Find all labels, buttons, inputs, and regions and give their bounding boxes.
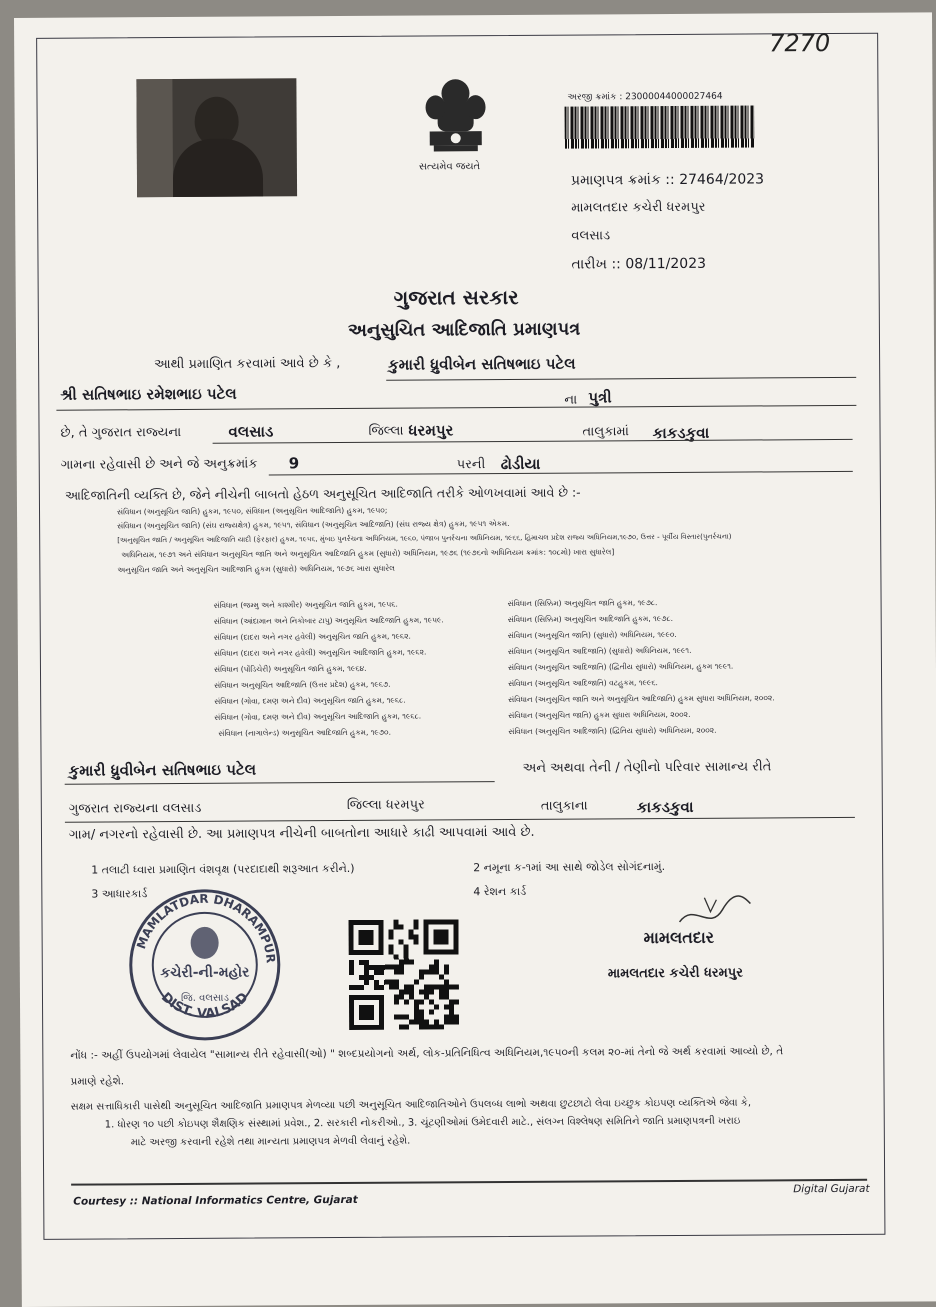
office-seal-stamp <box>124 884 285 1045</box>
orders-right-8: સંવિધાન (અનુસૂચિત જાતિ) હુકમ સુધારા અધિનિયમ, ૨૦૦૨. <box>508 709 691 720</box>
person-name: કુમારી ધ્રુવીબેન સતિષભાઇ પટેલ <box>388 354 576 374</box>
district-top: વલસાડ <box>571 228 611 244</box>
note-line-2: પ્રમાણે રહેશે. <box>70 1075 125 1088</box>
certificate-title: અનુસુચિત આદિજાતિ પ્રમાણપત્ર <box>347 318 581 341</box>
note-line-5: માટે અરજી કરવાની રહેશે તથા માન્યતા પ્રમાણપત્ર મેળવી લેવાનું રહેશે. <box>130 1135 411 1149</box>
basis-item-2: 2 નમૂના ક-૧માં આ સાથે જોડેલ સોગંદનામું. <box>473 860 666 875</box>
basis-item-1: 1 તલાટી ધ્વારા પ્રમાણિત વંશવૃક્ષ (પરદાદાથી શરૂઆત કરીને.) <box>91 861 355 877</box>
intro-text: આથી પ્રમાણિત કરવામાં આવે છે કે , <box>154 356 341 373</box>
signatory-title: મામલતદાર <box>643 927 715 948</box>
village-value-2: કાકડકુવા <box>636 797 694 817</box>
state-prefix: છે, તે ગુજરાત રાજ્યના <box>60 424 182 441</box>
basis-item-4: 4 રેશન કાર્ડ <box>473 884 527 899</box>
barcode <box>565 105 755 148</box>
residence-prefix: ગામના રહેવાસી છે અને જે અનુક્રમાંક <box>60 456 258 473</box>
orders-left-4: સંવિધાન (દાદરા અને નગર હવેલી) અનુસૂચિત આદિજાતિ હુકમ, ૧૯૬૨. <box>213 647 427 658</box>
orders-right-2: સંવિધાન (સિક્કિમ) અનુસૂચિત આદિજાતિ હુકમ, ૧૯૭૮. <box>507 613 673 624</box>
footer-courtesy: Courtesy :: National Informatics Centre, Gujarat <box>73 1193 358 1208</box>
certificate-paper <box>14 12 936 1307</box>
taluka-value: ધરમપુર <box>408 421 454 440</box>
application-number: અરજી ક્રમાંક : 23000044000027464 <box>567 91 723 103</box>
applicant-photo <box>136 78 297 197</box>
orders-left-7: સંવિધાન (ગોવા, દમણ અને દીવ) અનુસૂચિત જાતિ હુકમ, ૧૯૬૮. <box>214 695 406 706</box>
orders-left-3: સંવિધાન (દાદરા અને નગર હવેલી) અનુસૂચિત જાતિ હુકમ, ૧૯૬૨. <box>213 631 411 642</box>
state-district-2: ગુજરાત રાજ્યના વલસાડ <box>68 800 202 817</box>
village-value: કાકડકુવા <box>652 423 710 443</box>
orders-right-3: સંવિધાન (અનુસૂચિત જાતિ) (સુધારો) અધિનિયમ, ૧૯૯૦. <box>507 629 677 640</box>
taluka-label: તાલુકામાં <box>582 424 629 440</box>
family-statement: અને અથવા તેની / તેણીનો પરિવાર સામાન્ય રીતે <box>522 759 772 776</box>
note-line-1: નોંધ :- અહીં ઉપયોગમાં લેવાયેલ "સામાન્ય રીતે રહેવાસી(ઓ) " શબ્દપ્રયોગનો અર્થ, લોક-પ્રતિનિધિત્વ અધિનિયમ,૧૯૫૦ની કલમ ૨૦-માં તેનો જે અર્થ કરવામાં આવ્યો છે, તે <box>70 1045 784 1062</box>
serial-suffix: પરની <box>456 457 486 473</box>
person-name-2: કુમારી ધ્રુવીબેન સતિષભાઇ પટેલ <box>68 760 257 780</box>
note-line-3: સક્ષમ સત્તાધિકારી પાસેથી અનુસૂચિત આદિજાતિ પ્રમાણપત્ર મેળવ્યા પછી અનુસૂચિત આદિજાતિઓને ઉપલબ્ધ લાભો અથવા છુટછાટો લેવા ઇચ્છુક કોઇપણ વ્યક્તિએ જેવા કે, <box>70 1097 752 1113</box>
issuing-office: મામલતદાર કચેરી ધરમપુર <box>571 199 706 216</box>
orders-right-4: સંવિધાન (અનુસૂચિત આદિજાતિ) (સુધારો) અધિનિયમ, ૧૯૯૧. <box>507 645 692 656</box>
orders-main-4: અધિનિયમ, ૧૯૭૧ અને સંવિધાન અનુસૂચિત જાતિ અને અનુસૂચિત આદિજાતિ હુકમ (સુધારો) અધિનિયમ, ૧૯૭૬ (૧૯૭૬નો અધિનિયમ ક્રમાંક: ૧૦૮મો) ખારા સુધારેલ] <box>121 547 615 560</box>
orders-right-5: સંવિધાન (અનુસૂચિત આદિજાતિ) (દ્વિતીય સુધારો) અધિનિયમ, હુકમ ૧૯૯૧. <box>507 661 734 672</box>
relation: પુત્રી <box>588 388 612 407</box>
signatory-office: મામલતદાર કચેરી ધરમપુર <box>607 965 743 982</box>
orders-left-1: સંવિધાન (જમ્મુ અને કાશ્મીર) અનુસૂચિત જાતિ હુકમ, ૧૯૫૬. <box>213 599 398 610</box>
tribe-name: ઢોડીયા <box>500 454 541 474</box>
district-value: વલસાડ <box>228 422 274 441</box>
orders-main-2: સંવિધાન (અનુસૂચિત જાતિ) (સંઘ રાજ્યક્ષેત્ર) હુકમ, ૧૯૫૧, સંવિધાન (અનુસૂચિત આદિજાતિ) (સંઘ રાજ્ય ક્ષેત્ર) હુકમ, ૧૯૫૧ એકમ. <box>117 518 510 531</box>
relation-prefix: ના <box>564 392 578 408</box>
orders-left-2: સંવિધાન (આંદામાન અને નિકોબાર ટાપુ) અનુસૂચિત આદિજાતિ હુકમ, ૧૯૫૯. <box>213 615 444 626</box>
seal-bottom-text: DIST. VALSAD <box>158 989 252 1022</box>
basis-item-3: 3 આધારકાર્ડ <box>91 887 148 901</box>
orders-left-6: સંવિધાન અનુસૂચિત આદિજાતિ (ઉત્તર પ્રદેશ) હુકમ, ૧૯૬૭. <box>214 679 391 690</box>
footer-digital-gujarat: Digital Gujarat <box>793 1182 870 1196</box>
orders-right-1: સંવિધાન (સિક્કિમ) અનુસૂચિત જાતિ હુકમ, ૧૯૭૮. <box>507 598 658 608</box>
orders-left-5: સંવિધાન (પોંડિચેરી) અનુસૂચિત જાતિ હુકમ, ૧૯૬૪. <box>213 663 367 674</box>
emblem-motto: સત્યમેવ જયતે <box>418 161 481 173</box>
district-label-2: જિલ્લા ધરમપુર <box>346 797 425 813</box>
corner-number: 7270 <box>769 29 831 58</box>
serial-number: 9 <box>288 454 300 473</box>
orders-left-8: સંવિધાન (ગોવા, દમણ અને દીવ) અનુસૂચિત આદિજાતિ હુકમ, ૧૯૬૮. <box>214 711 422 722</box>
seal-mid-text: કચેરી-ની-મહોર <box>160 964 250 982</box>
orders-right-7: સંવિધાન (અનુસૂચિત જાતિ અને અનુસૂચિત આદિજાતિ) હુકમ સુધારા અધિનિયમ, ૨૦૦૨. <box>508 693 775 704</box>
issue-date: તારીખ :: 08/11/2023 <box>571 255 707 273</box>
seal-top-text: MAMLATDAR DHARAMPUR <box>133 891 278 964</box>
orders-main-5: અનુસૂચિત જાતિ અને અનુસૂચિત આદિજાતિ હુકમ (સુધારો) અધિનિયમ, ૧૯૭૬ ખારા સુધારેલ <box>117 563 395 575</box>
orders-main-3: [અનુસૂચિત જાતિ / અનુસૂચિત આદિજાતિ યાદી (ફેરફાર) હુકમ, ૧૯૫૬, મુંબઇ પુનર્રચના અધિનિયમ, ૧૯૬૦, પંજાબ પુનર્રચના અધિનિયમ, ૧૯૬૬, હિમાચલ પ્રદેશ રાજ્ય અધિનિયમ,૧૯૭૦, ઉત્તર - પૂર્વીય વિસ્તાર(પુનર્રચના) <box>117 532 732 545</box>
note-line-4: 1. ધોરણ ૧૦ પછી કોઇપણ શૈક્ષણિક સંસ્થામાં પ્રવેશ., 2. સરકારી નોકરીઓ., 3. ચૂંટણીઓમાં ઉમેદવારી માટે., સંલગ્ન વિશ્લેષણ સમિતિને જાતિ પ્રમાણપત્રની ખરાઇ <box>104 1115 741 1131</box>
tribe-statement: આદિજાતિની વ્યક્તિ છે, જેને નીચેની બાબતો હેઠળ અનુસૂચિત આદિજાતિ તરીકે ઓળખવામાં આવે છે :- <box>64 484 581 503</box>
father-name: શ્રી સતિષભાઇ રમેશભાઇ પટેલ <box>60 384 237 404</box>
district-label: જિલ્લા <box>368 423 404 439</box>
taluka-label-2: તાલુકાના <box>540 798 588 814</box>
orders-left-9: સંવિધાન (નાગાલેન્ડ) અનુસૂચિત આદિજાતિ હુકમ, ૧૯૭૦. <box>218 727 391 738</box>
qr-code <box>349 919 460 1030</box>
orders-right-6: સંવિધાન (અનુસૂચિત આદિજાતિ) વટહુકમ, ૧૯૯૬. <box>508 678 658 688</box>
seal-district-text: જિ. વલસાડ <box>180 992 229 1004</box>
basis-statement: ગામ/ નગરનો રહેવાસી છે. આ પ્રમાણપત્ર નીચેની બાબતોના આધારે કાઢી આપવામાં આવે છે. <box>68 824 535 843</box>
orders-main-1: સંવિધાન (અનુસૂચિત જાતિ) હુકમ, ૧૯૫૦, સંવિધાન (અનુસૂચિત આદિજાતિ) હુકમ, ૧૯૫૦; <box>116 505 388 517</box>
gov-title: ગુજરાત સરકાર <box>393 284 519 310</box>
certificate-number: પ્રમાણપત્ર ક્રમાંક :: 27464/2023 <box>570 171 765 189</box>
orders-right-9: સંવિધાન (અનુસૂચિત આદિજાતિ) (દ્વિતિય સુધારો) અધિનિયમ, ૨૦૦૨. <box>508 725 717 736</box>
